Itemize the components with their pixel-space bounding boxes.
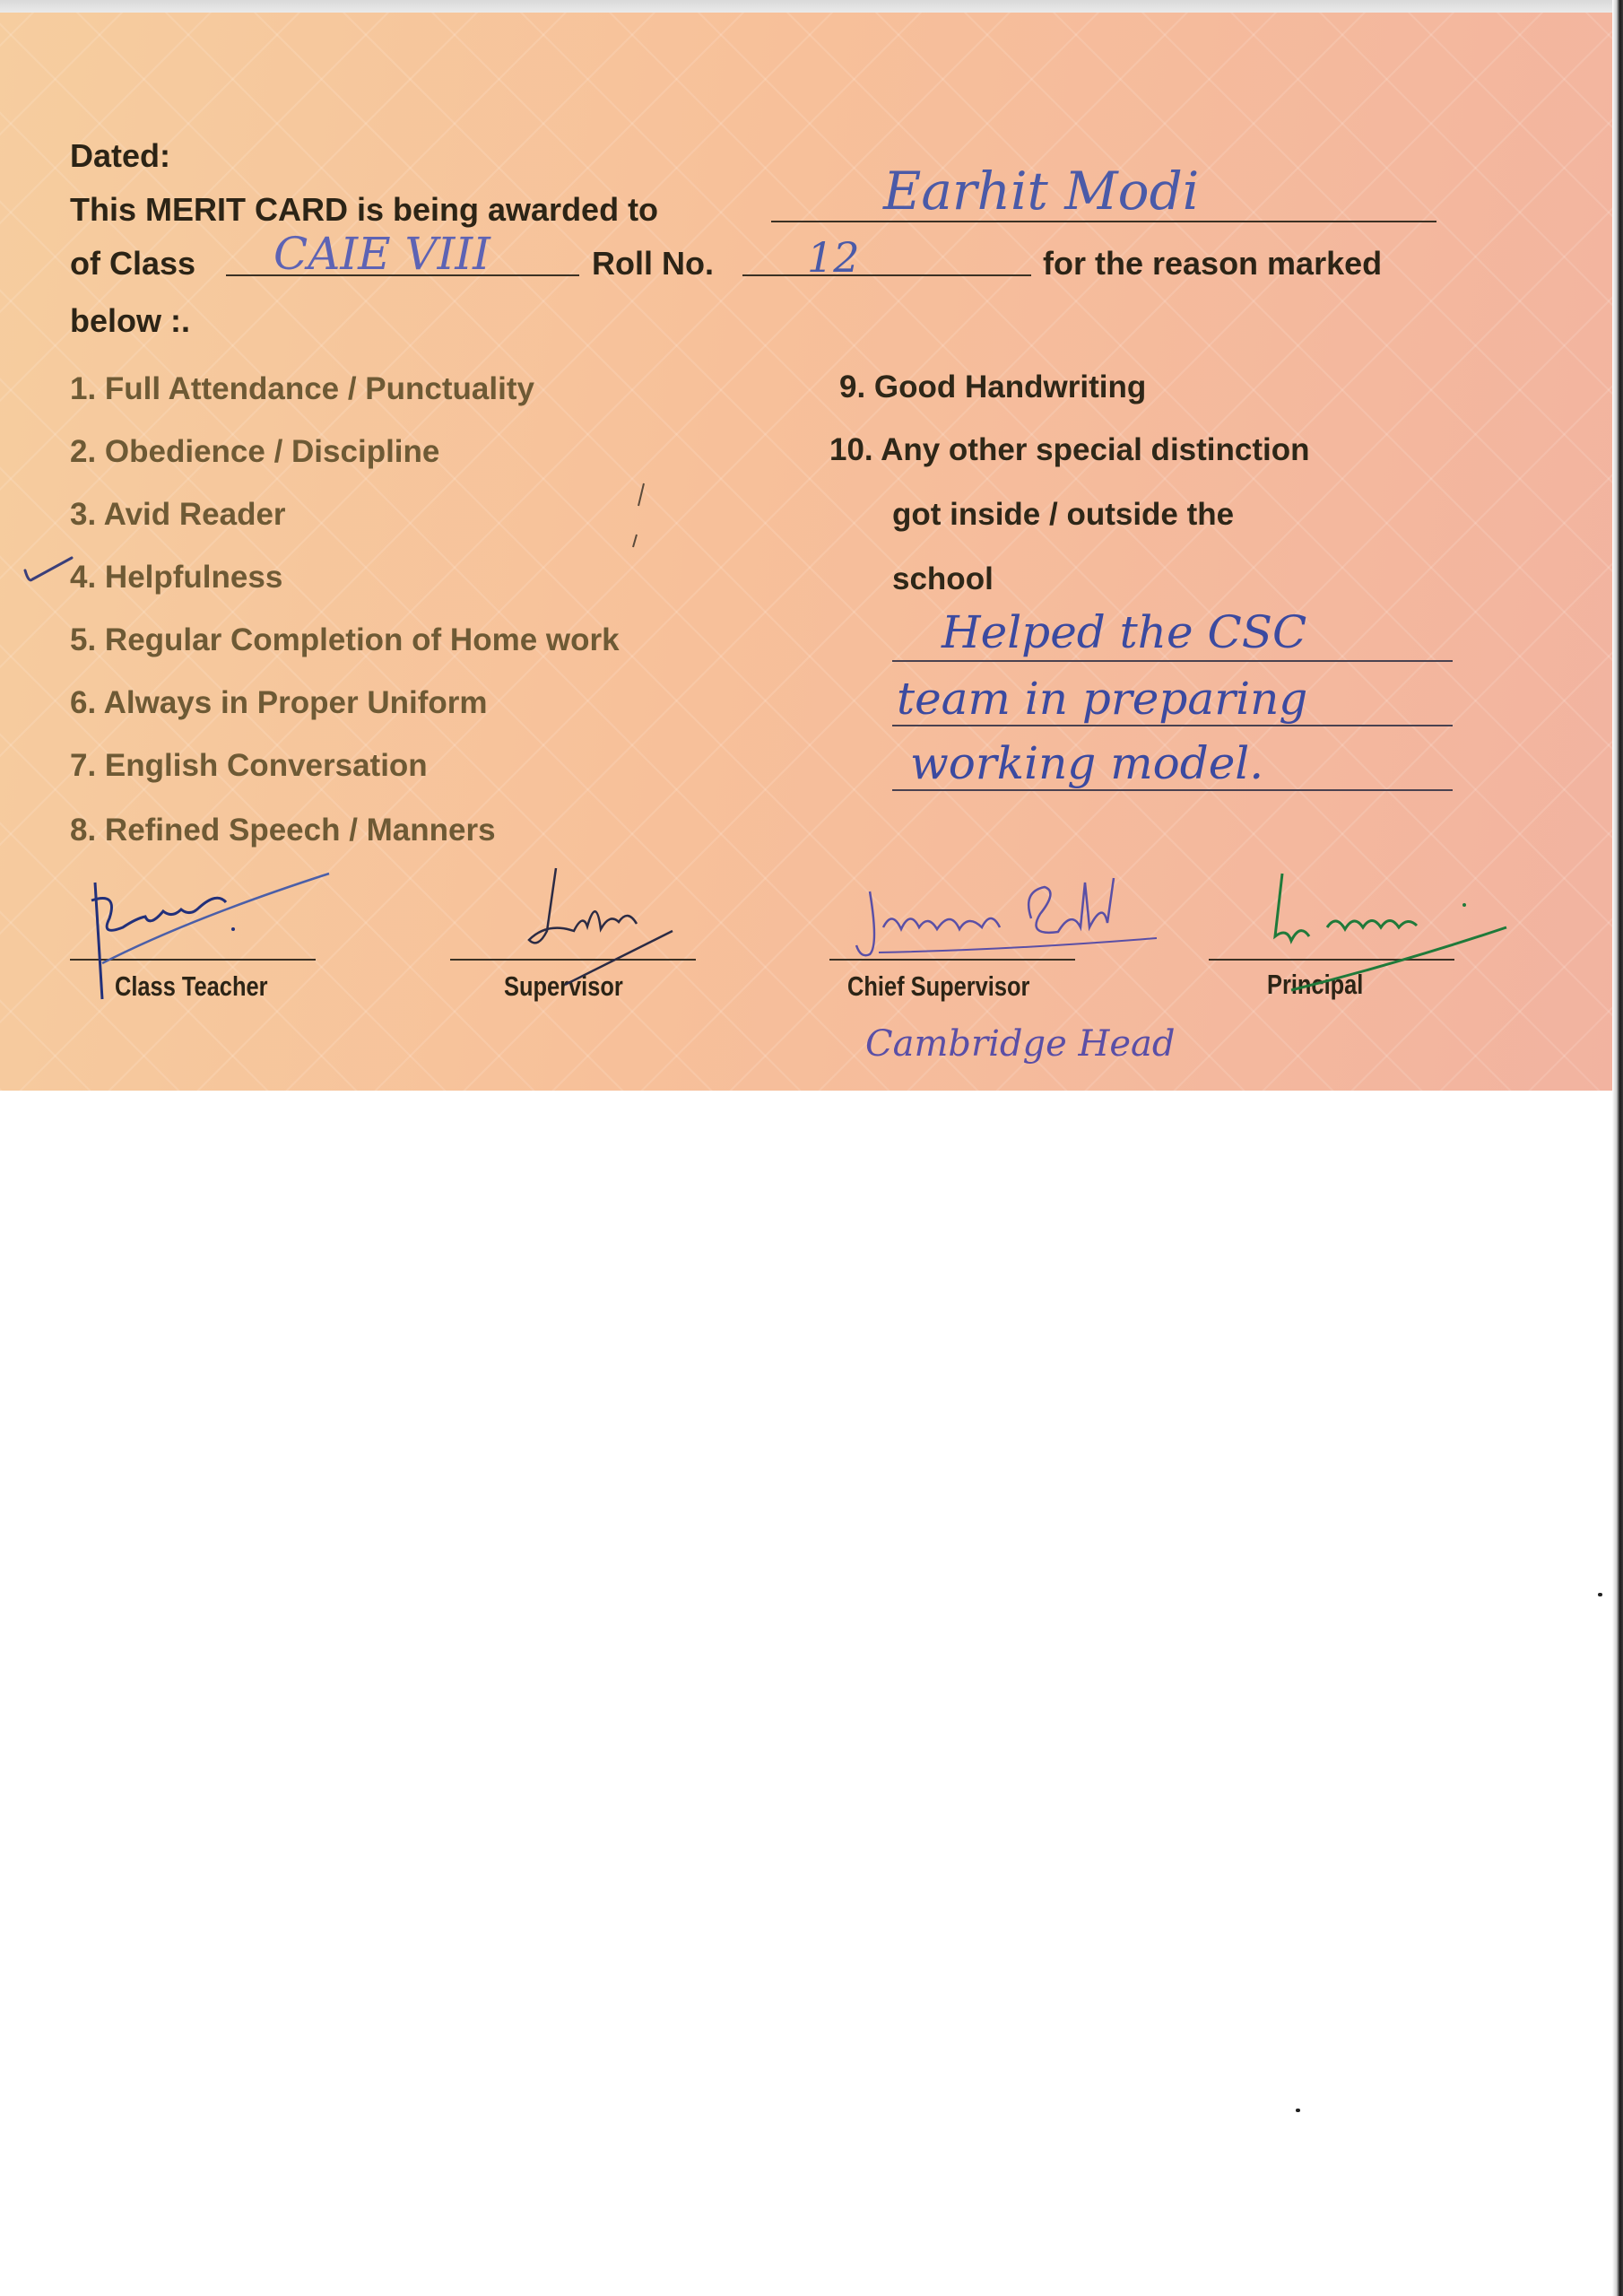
checkmark-icon bbox=[20, 552, 82, 597]
reason-item-8: 8. Refined Speech / Manners bbox=[70, 813, 496, 848]
roll-value: 12 bbox=[807, 233, 860, 282]
scan-speck bbox=[1598, 1593, 1602, 1596]
reason-item-9: 9. Good Handwriting bbox=[839, 370, 1147, 404]
note-text-line-1: Helped the CSC bbox=[942, 606, 1307, 658]
chief-supervisor-note: Cambridge Head bbox=[865, 1023, 1176, 1065]
reason-item-1: 1. Full Attendance / Punctuality bbox=[70, 371, 534, 406]
principal-label: Principal bbox=[1267, 969, 1364, 1000]
reason-suffix: for the reason marked bbox=[1043, 245, 1383, 282]
note-line-1 bbox=[892, 660, 1453, 662]
class-value: CAIE VIII bbox=[273, 228, 490, 280]
dated-label: Dated: bbox=[70, 137, 171, 174]
principal-signature bbox=[1237, 865, 1524, 999]
roll-label: Roll No. bbox=[592, 245, 714, 282]
class-label: of Class bbox=[70, 245, 196, 282]
note-line-3 bbox=[892, 789, 1453, 791]
supervisor-signature bbox=[511, 859, 690, 985]
reason-item-10-line-2: got inside / outside the bbox=[892, 497, 1235, 532]
awardee-name: Earhit Modi bbox=[883, 161, 1200, 222]
stray-marks bbox=[628, 479, 655, 551]
note-line-2 bbox=[892, 725, 1453, 726]
scan-speck bbox=[1296, 2109, 1300, 2112]
reason-item-5: 5. Regular Completion of Home work bbox=[70, 622, 620, 657]
roll-line bbox=[742, 274, 1031, 276]
reason-item-6: 6. Always in Proper Uniform bbox=[70, 685, 488, 720]
class-teacher-signature bbox=[82, 865, 352, 1017]
class-teacher-label: Class Teacher bbox=[115, 970, 268, 1002]
reason-item-2: 2. Obedience / Discipline bbox=[70, 434, 440, 469]
note-text-line-2: team in preparing bbox=[897, 673, 1308, 725]
scan-right-edge bbox=[1612, 0, 1623, 2296]
award-prefix: This MERIT CARD is being awarded to bbox=[70, 191, 659, 228]
chief-supervisor-label: Chief Supervisor bbox=[847, 970, 1030, 1002]
reason-item-4: 4. Helpfulness bbox=[70, 560, 283, 595]
below-label: below :. bbox=[70, 302, 190, 339]
note-text-line-3: working model. bbox=[910, 737, 1264, 789]
reason-item-7: 7. English Conversation bbox=[70, 748, 428, 783]
supervisor-label: Supervisor bbox=[504, 970, 623, 1002]
merit-card bbox=[0, 13, 1619, 1091]
reason-item-10: 10. Any other special distinction bbox=[829, 432, 1310, 467]
reason-item-10-line-3: school bbox=[892, 561, 994, 596]
reason-item-3: 3. Avid Reader bbox=[70, 497, 286, 532]
chief-supervisor-signature bbox=[852, 874, 1175, 963]
